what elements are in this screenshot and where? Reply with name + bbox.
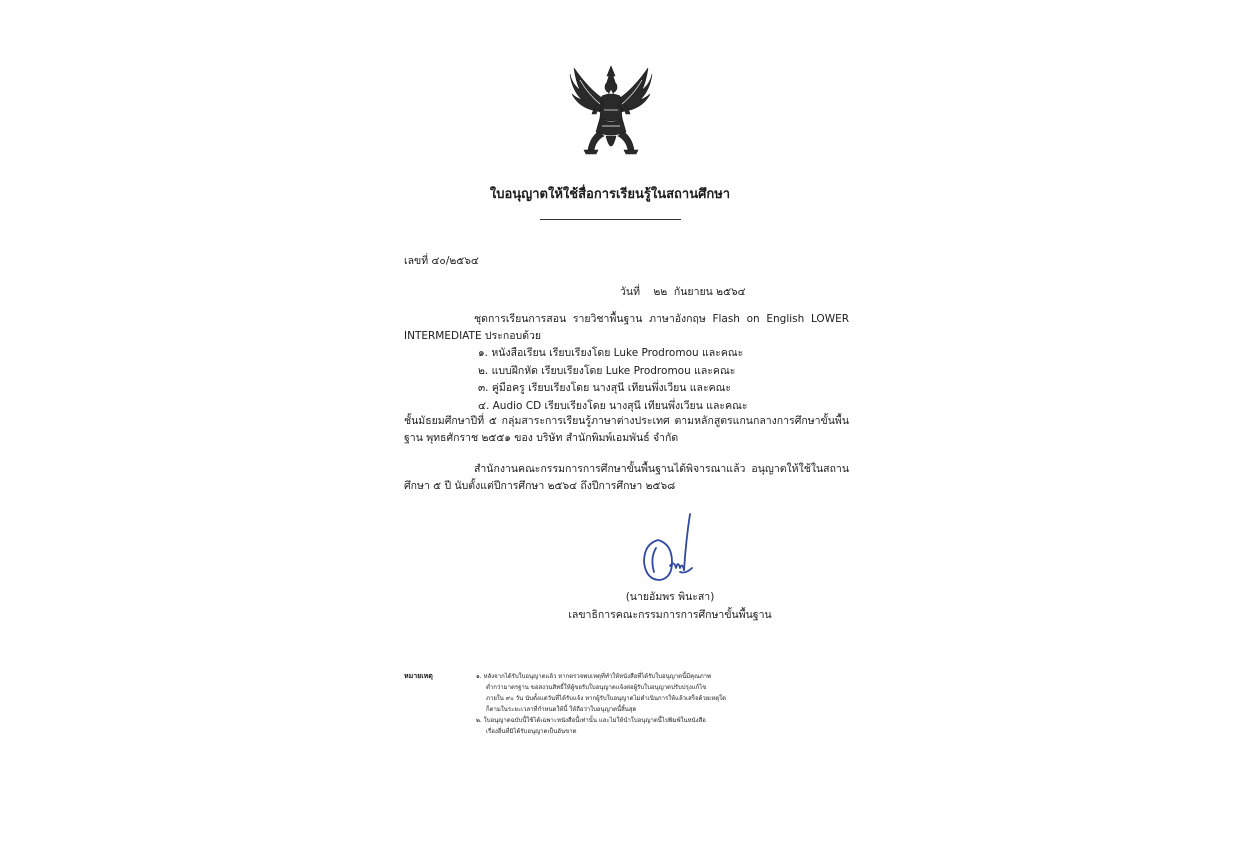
remarks-label: หมายเหตุ [404, 672, 433, 680]
paragraph-level: ชั้นมัธยมศึกษาปีที่ ๕ กลุ่มสาระการเรียนรู้ภาษาต่างประเทศ ตามหลักสูตรแกนกลางการศึกษาขั้นพื้นฐาน พุทธศักราช ๒๕๕๑ ของ บริษัท สำนักพิมพ์เอมพันธ์ จำกัด [404, 415, 849, 444]
date-day: ๒๒ [653, 286, 668, 298]
document-number-value: ๔๐/๒๕๖๔ [431, 255, 479, 267]
paragraph-intro: ชุดการเรียนการสอน รายวิชาพื้นฐาน ภาษาอังกฤษ Flash on English LOWER INTERMEDIATE ประกอบด้วย [404, 313, 849, 342]
remark-line: ๑. หลังจากได้รับใบอนุญาตแล้ว หากตรวจพบเหตุที่ทำให้หนังสือที่ได้รับใบอนุญาตนี้มีคุณภาพ [476, 673, 711, 680]
remark-item [476, 715, 766, 737]
remark-line: เรื่องอื่นที่มิได้รับอนุญาตเป็นอันขาด [486, 728, 577, 735]
date-label: วันที่ [620, 286, 640, 298]
document-number-label: เลขที่ [404, 255, 429, 267]
signer-name: (นายอัมพร พินะสา) [625, 591, 715, 603]
component-item: ๓. คู่มือครู เรียบเรียงโดย นางสุนี เทียนพึ่งเวียน และคณะ [478, 382, 732, 394]
signer-title: เลขาธิการคณะกรรมการการศึกษาขั้นพื้นฐาน [568, 609, 772, 621]
handwritten-signature [636, 510, 698, 586]
date-month-year: กันยายน ๒๕๖๔ [673, 286, 746, 298]
remark-line: ภายใน ๙๐ วัน นับตั้งแต่วันที่ได้รับแจ้ง หากผู้รับใบอนุญาตไม่ดำเนินการให้แล้วเสร็จด้วยเหตุใด [486, 695, 727, 702]
remarks-list [476, 671, 766, 737]
document-date [620, 283, 746, 300]
remark-line: ๒. ใบอนุญาตฉบับนี้ใช้ได้เฉพาะหนังสือนี้เท่านั้น และไม่ให้นำใบอนุญาตนี้ไปพิมพ์ในหนังสือ [476, 717, 706, 724]
remark-line: ต่ำกว่ามาตรฐาน ขอสงวนสิทธิ์ให้ผู้ขอรับใบอนุญาตแจ้งต่อผู้รับใบอนุญาตปรับปรุงแก้ไข [486, 684, 707, 691]
document-title: ใบอนุญาตให้ใช้สื่อการเรียนรู้ในสถานศึกษา [489, 187, 731, 202]
paragraph-approval: สำนักงานคณะกรรมการการศึกษาขั้นพื้นฐานได้พิจารณาแล้ว อนุญาตให้ใช้ในสถานศึกษา ๕ ปี นับตั้งแต่ปีการศึกษา ๒๕๖๔ ถึงปีการศึกษา ๒๕๖๘ [404, 463, 849, 492]
remark-item [476, 671, 766, 715]
component-item: ๔. Audio CD เรียบเรียงโดย นางสุนี เทียนพึ่งเวียน และคณะ [478, 399, 748, 412]
component-list [478, 345, 747, 415]
garuda-emblem [566, 60, 656, 162]
component-item: ๒. แบบฝึกหัด เรียบเรียงโดย Luke Prodromou และคณะ [478, 364, 736, 377]
component-item: ๑. หนังสือเรียน เรียบเรียงโดย Luke Prodromou และคณะ [478, 347, 744, 359]
title-underline [540, 219, 681, 220]
document-number [404, 252, 479, 269]
remark-line: ก็ตามในระยะเวลาที่กำหนดให้นี้ ให้ถือว่าใบอนุญาตนี้สิ้นสุด [486, 706, 637, 713]
